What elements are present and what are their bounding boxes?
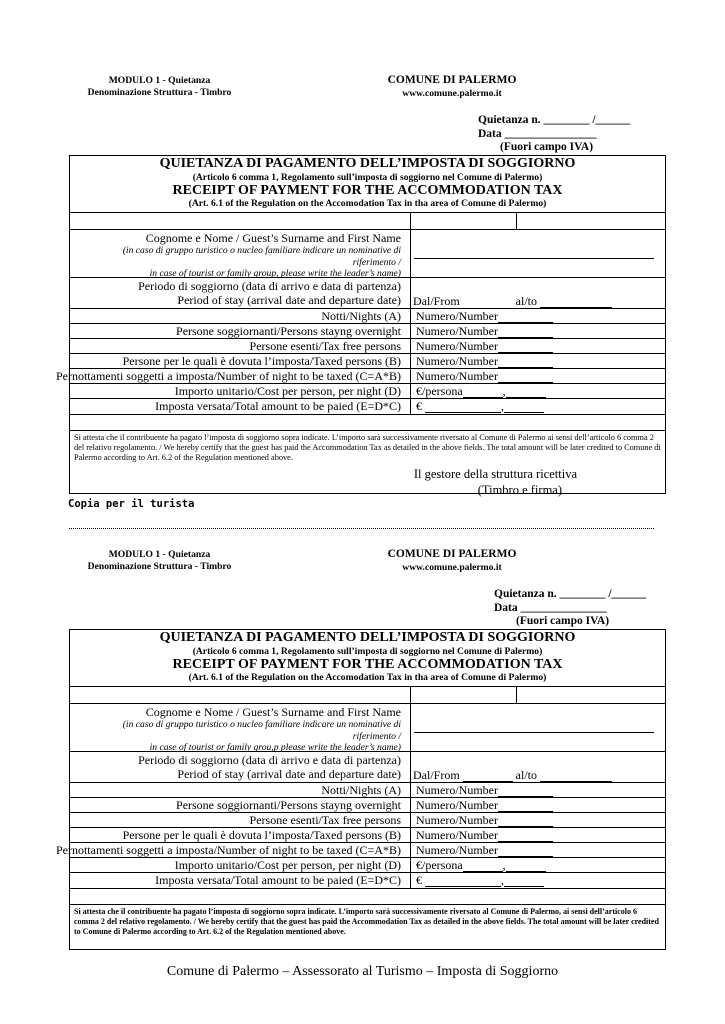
tax-row-value: €/persona bbox=[416, 384, 463, 398]
al-label: al/to bbox=[515, 294, 537, 308]
tax-row-value: Numero/Number bbox=[416, 354, 498, 368]
tax-row-label: Imposta versata/Total amount to be paied (E=D*C) bbox=[155, 873, 401, 887]
tax-row-value: €/persona bbox=[416, 858, 463, 872]
tax-row-value: Numero/Number bbox=[416, 813, 498, 827]
tax-row-field[interactable] bbox=[498, 785, 553, 797]
modulo-header bbox=[72, 75, 247, 99]
tax-row-value: Numero/Number bbox=[416, 798, 498, 812]
quietanza-number: Quietanza n. ________ /______ bbox=[478, 114, 631, 126]
tax-row bbox=[55, 369, 665, 384]
receipt-form bbox=[55, 155, 666, 497]
dal-label: Dal/From bbox=[413, 294, 460, 308]
guest-note-2: riferimento / bbox=[352, 256, 401, 268]
modulo-label: MODULO 1 - Quietanza bbox=[108, 549, 211, 560]
tax-row-field[interactable] bbox=[498, 845, 553, 857]
tax-row-value: € bbox=[416, 873, 422, 887]
period-label-it: Periodo di soggiorno (data di arrivo e data di partenza) bbox=[138, 279, 401, 293]
guest-note-3: in case of tourist or family grou,p please write the leader’s name) bbox=[149, 742, 401, 753]
period-label-en: Period of stay (arrival date and departure date) bbox=[177, 293, 401, 307]
timbro-label: (Timbro e firma) bbox=[477, 483, 562, 497]
dal-label: Dal/From bbox=[413, 768, 460, 782]
certification-note: Si attesta che il contribuente ha pagato l’imposta di soggiorno sopra indicate. L’importo sarà successivamente riversato al Comune di Palermo, ai sensi dell’articolo 6 comma 2 del relativo regolamento. / We hereby certify that the guest has paid the Accommodation Tax as detailed in the above fields. The total amount will be later credited to Comune di Palermo according to Art. 6.2 of the Regulation mentioned above. bbox=[74, 907, 659, 936]
blank-row bbox=[70, 213, 665, 230]
tax-row-label: Notti/Nights (A) bbox=[321, 309, 401, 323]
tax-row-value: Numero/Number bbox=[416, 369, 498, 383]
denominazione-label: Denominazione Struttura - Timbro bbox=[87, 561, 232, 572]
tax-row-value: Numero/Number bbox=[416, 309, 498, 323]
tax-row-label: Pernottamenti soggetti a imposta/Number of night to be taxed (C=A*B) bbox=[55, 369, 401, 383]
title-en: RECEIPT OF PAYMENT FOR THE ACCOMMODATION TAX bbox=[172, 656, 563, 672]
blank-row bbox=[70, 687, 665, 704]
tax-row bbox=[70, 384, 665, 399]
period-label-it: Periodo di soggiorno (data di arrivo e data di partenza) bbox=[138, 753, 401, 767]
tax-row-label: Pernottamenti soggetti a imposta/Number of night to be taxed (C=A*B) bbox=[55, 843, 401, 857]
signature-block[interactable] bbox=[70, 466, 665, 498]
tax-row-label: Persone esenti/Tax free persons bbox=[249, 813, 401, 827]
modulo-label: MODULO 1 - Quietanza bbox=[108, 75, 211, 86]
amount-dec-field[interactable] bbox=[504, 401, 544, 413]
amount-int-field[interactable] bbox=[463, 860, 503, 872]
tax-row-label: Persone esenti/Tax free persons bbox=[249, 339, 401, 353]
certification-note: Si attesta che il contribuente ha pagato l’imposta di soggiorno sopra indicate. L’importo sarà successivamente riversato al Comune di Palermo ai sensi dell’articolo 6 comma 2 del relativo regolamento. / We hereby certify that the guest has paid the Accommodation Tax as detailed in the above fields. The total amount will be later credited to Comune di Palermo according to Art. 6.2 of the Regulation mentioned above. bbox=[74, 433, 661, 462]
blank-row bbox=[70, 415, 665, 431]
tax-row bbox=[70, 813, 665, 828]
gestore-label: Il gestore della struttura ricettiva bbox=[413, 467, 577, 481]
form-title bbox=[70, 630, 665, 687]
guest-note-1: (in caso di gruppo turistico o nucleo familiare indicare un nominative di bbox=[122, 245, 401, 256]
tax-row-value: Numero/Number bbox=[416, 843, 498, 857]
quietanza-block bbox=[478, 114, 630, 155]
period-row bbox=[70, 752, 665, 783]
quietanza-iva: (Fuori campo IVA) bbox=[516, 615, 610, 627]
receipt-form bbox=[55, 629, 666, 950]
title-it-ref: (Articolo 6 comma 1, Regolamento sull’imposta di soggiorno nel Comune di Palermo) bbox=[192, 645, 543, 657]
comune-header bbox=[362, 548, 542, 574]
tax-row-field[interactable] bbox=[498, 371, 553, 383]
tax-row-label: Importo unitario/Cost per person, per night (D) bbox=[174, 858, 401, 872]
tax-row-field[interactable] bbox=[498, 311, 553, 323]
decimal-separator: , bbox=[502, 858, 506, 872]
tax-row bbox=[70, 309, 665, 324]
copia-label: Copia per il turista bbox=[68, 498, 195, 510]
title-it-ref: (Articolo 6 comma 1, Regolamento sull’imposta di soggiorno nel Comune di Palermo) bbox=[192, 171, 543, 183]
title-en-ref: (Art. 6.1 of the Regulation on the Accomodation Tax in tha area of Comune di Palermo) bbox=[188, 198, 547, 209]
comune-title: COMUNE DI PALERMO bbox=[387, 74, 517, 86]
form-title bbox=[70, 156, 665, 213]
title-it: QUIETANZA DI PAGAMENTO DELL’IMPOSTA DI SOGGIORNO bbox=[159, 630, 576, 645]
tax-row-field[interactable] bbox=[498, 341, 553, 353]
tax-row-label: Imposta versata/Total amount to be paied (E=D*C) bbox=[155, 399, 401, 413]
amount-int-field[interactable] bbox=[425, 875, 501, 887]
quietanza-date: Data _______________ bbox=[494, 601, 607, 614]
page-footer: Comune di Palermo – Assessorato al Turismo – Imposta di Soggiorno bbox=[166, 964, 559, 979]
quietanza-block bbox=[494, 588, 646, 629]
denominazione-label: Denominazione Struttura - Timbro bbox=[87, 87, 232, 98]
quietanza-date: Data ________________ bbox=[478, 127, 597, 140]
tax-row-field[interactable] bbox=[498, 830, 553, 842]
tax-row bbox=[55, 843, 665, 858]
amount-int-field[interactable] bbox=[425, 401, 501, 413]
tax-rows bbox=[55, 783, 665, 889]
tax-row-value: Numero/Number bbox=[416, 339, 498, 353]
al-field[interactable] bbox=[540, 770, 612, 782]
tax-row-label: Notti/Nights (A) bbox=[321, 783, 401, 797]
tax-row bbox=[70, 399, 665, 415]
decimal-separator: , bbox=[501, 399, 504, 413]
tax-row bbox=[70, 798, 665, 813]
comune-url: www.comune.palermo.it bbox=[402, 562, 502, 573]
al-field[interactable] bbox=[540, 296, 612, 308]
amount-dec-field[interactable] bbox=[506, 860, 546, 872]
guest-label: Cognome e Nome / Guest’s Surname and First Name bbox=[145, 231, 401, 245]
tax-row bbox=[70, 354, 665, 369]
tax-row bbox=[70, 339, 665, 354]
tax-row bbox=[70, 828, 665, 843]
decimal-separator: , bbox=[501, 873, 504, 887]
tax-row-field[interactable] bbox=[498, 815, 553, 827]
tax-row bbox=[70, 783, 665, 798]
guest-row bbox=[70, 230, 665, 278]
tax-row-label: Persone soggiornanti/Persons stayng overnight bbox=[176, 324, 401, 338]
guest-row bbox=[70, 704, 665, 752]
tax-row-value: Numero/Number bbox=[416, 828, 498, 842]
quietanza-iva: (Fuori campo IVA) bbox=[500, 141, 594, 153]
tax-row-value: Numero/Number bbox=[416, 324, 498, 338]
title-en: RECEIPT OF PAYMENT FOR THE ACCOMMODATION TAX bbox=[172, 182, 563, 198]
tax-row-label: Persone per le quali è dovuta l’imposta/Taxed persons (B) bbox=[122, 828, 401, 842]
period-row bbox=[70, 278, 665, 309]
tax-row-value: € bbox=[416, 399, 422, 413]
guest-name-field[interactable] bbox=[414, 732, 654, 733]
tax-row bbox=[70, 858, 665, 873]
period-label-en: Period of stay (arrival date and departure date) bbox=[177, 767, 401, 781]
quietanza-number: Quietanza n. ________ /______ bbox=[494, 588, 647, 600]
tax-row-label: Persone per le quali è dovuta l’imposta/Taxed persons (B) bbox=[122, 354, 401, 368]
tax-row-field[interactable] bbox=[498, 800, 553, 812]
guest-note-1: (in caso di gruppo turistico o nucleo familiare indicare un nominative di bbox=[122, 719, 401, 730]
guest-note-3: in case of tourist or family group, please write the leader’s name) bbox=[149, 268, 401, 279]
guest-name-field[interactable] bbox=[414, 258, 654, 259]
tax-rows bbox=[55, 309, 665, 415]
title-it: QUIETANZA DI PAGAMENTO DELL’IMPOSTA DI SOGGIORNO bbox=[159, 156, 576, 171]
al-label: al/to bbox=[515, 768, 537, 782]
amount-dec-field[interactable] bbox=[504, 875, 544, 887]
tax-row-label: Persone soggiornanti/Persons stayng overnight bbox=[176, 798, 401, 812]
amount-int-field[interactable] bbox=[463, 386, 503, 398]
decimal-separator: , bbox=[502, 384, 506, 398]
amount-dec-field[interactable] bbox=[506, 386, 546, 398]
comune-title: COMUNE DI PALERMO bbox=[387, 548, 517, 560]
title-en-ref: (Art. 6.1 of the Regulation on the Accomodation Tax in tha area of Comune di Palermo) bbox=[188, 672, 547, 683]
tax-row-label: Importo unitario/Cost per person, per night (D) bbox=[174, 384, 401, 398]
modulo-header bbox=[72, 549, 247, 573]
blank-row bbox=[70, 889, 665, 905]
guest-note-2: riferimento / bbox=[352, 730, 401, 742]
tax-row bbox=[70, 324, 665, 339]
dal-field[interactable] bbox=[463, 770, 513, 782]
comune-url: www.comune.palermo.it bbox=[402, 88, 502, 99]
tax-row bbox=[70, 873, 665, 889]
cut-line bbox=[69, 528, 654, 529]
comune-header bbox=[362, 74, 542, 100]
tax-row-value: Numero/Number bbox=[416, 783, 498, 797]
guest-label: Cognome e Nome / Guest’s Surname and First Name bbox=[145, 705, 401, 719]
tax-row-field[interactable] bbox=[498, 326, 553, 338]
tax-row-field[interactable] bbox=[498, 356, 553, 368]
